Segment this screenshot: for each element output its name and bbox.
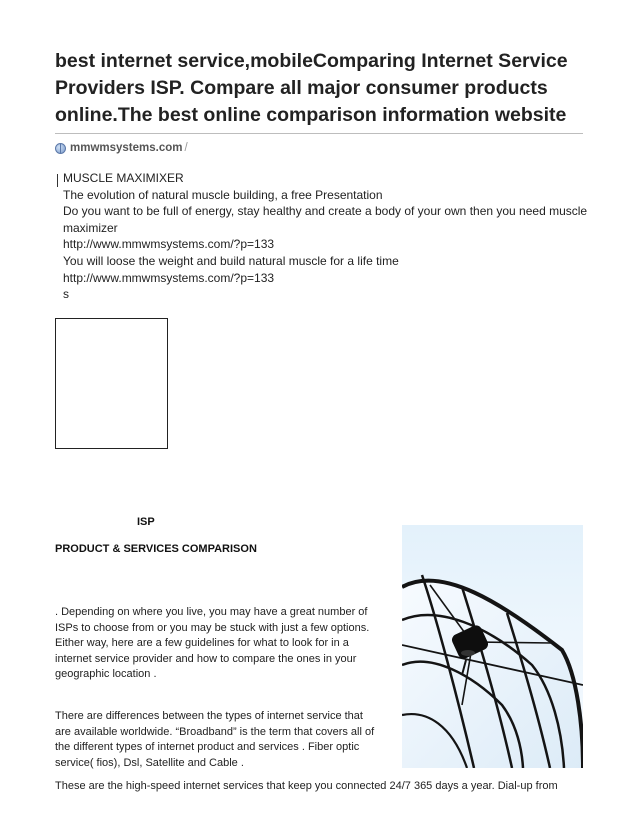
source-domain[interactable]: mmwmsystems.com <box>70 142 183 154</box>
paragraph-line: geographic location . <box>55 668 157 681</box>
paragraph-line: the different types of internet product and services . Fiber optic <box>55 741 360 754</box>
intro-line: You will loose the weight and build natural muscle for a life time <box>63 253 399 268</box>
text-cursor <box>57 174 58 187</box>
paragraph-line: These are the high-speed internet services that keep you connected 24/7 365 days a year. Dial-up from <box>55 780 558 792</box>
paragraph-highspeed <box>55 779 615 795</box>
source-separator: / <box>184 142 188 154</box>
paragraph-line: internet service provider and how to compare the ones in your <box>55 652 357 665</box>
intro-link[interactable]: http://www.mmwmsystems.com/?p=133 <box>63 237 275 252</box>
intro-line: Do you want to be full of energy, stay healthy and create a body of your own then you need muscle <box>63 204 588 219</box>
paragraph-line: are available worldwide. “Broadband” is the term that covers all of <box>55 725 375 738</box>
intro-line: MUSCLE MAXIMIXER <box>63 171 184 185</box>
paragraph-line: Either way, here are a few guidelines for what to look for in a <box>55 637 349 650</box>
title-divider <box>55 133 583 134</box>
satellite-dish-photo <box>402 525 583 768</box>
paragraph-isp-guidelines <box>55 605 400 683</box>
section-heading: PRODUCT & SERVICES COMPARISON <box>55 543 257 555</box>
paragraph-line: ISPs to choose from or you may be stuck with just a few options. <box>55 621 370 634</box>
isp-label: ISP <box>137 516 155 528</box>
intro-line: maximizer <box>63 220 118 235</box>
source-link[interactable] <box>55 140 188 156</box>
paragraph-line: There are differences between the types of internet service that <box>55 710 363 722</box>
image-placeholder <box>55 318 168 449</box>
title-line: online.The best online comparison information website <box>55 104 567 126</box>
paragraph-line: service( fios), Dsl, Satellite and Cable . <box>55 756 244 769</box>
globe-icon <box>55 143 66 154</box>
satellite-dish-icon <box>402 525 583 768</box>
intro-link[interactable]: http://www.mmwmsystems.com/?p=133 <box>63 270 275 285</box>
title-line: best internet service,mobileComparing Internet Service <box>55 50 568 72</box>
document-title <box>55 48 595 129</box>
paragraph-line: . Depending on where you live, you may have a great number of <box>55 606 368 618</box>
title-line: Providers ISP. Compare all major consumer products <box>55 77 548 99</box>
intro-line: The evolution of natural muscle building, a free Presentation <box>63 187 383 202</box>
intro-line: s <box>63 287 69 302</box>
paragraph-service-types <box>55 709 400 771</box>
intro-text-block <box>63 170 623 303</box>
